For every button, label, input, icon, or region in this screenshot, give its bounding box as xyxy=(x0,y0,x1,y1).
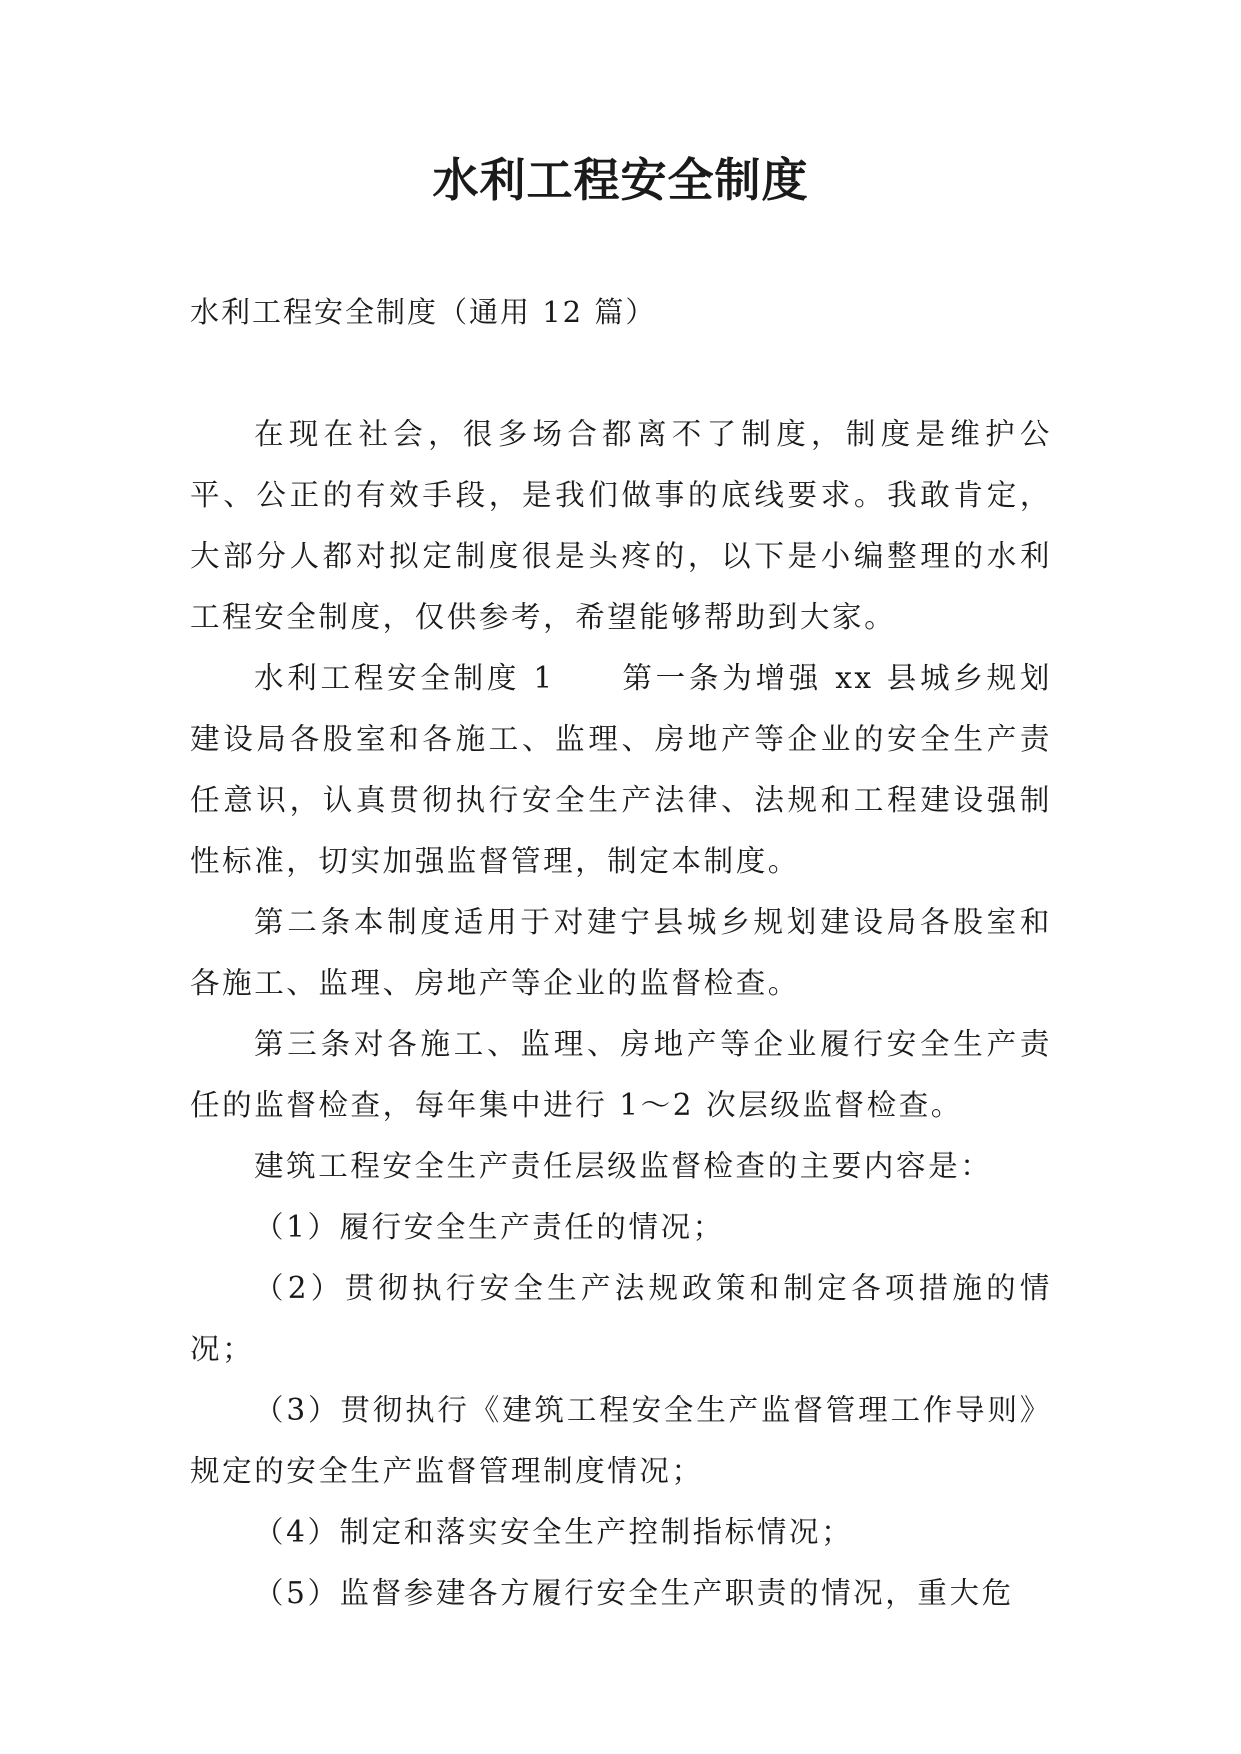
article-2-paragraph: 第二条本制度适用于对建宁县城乡规划建设局各股室和各施工、监理、房地产等企业的监督检查。 xyxy=(190,905,1052,1000)
inspection-content-heading: 建筑工程安全生产责任层级监督检查的主要内容是： xyxy=(254,1149,993,1183)
list-item-5: （5）监督参建各方履行安全生产职责的情况，重大危 xyxy=(254,1576,1014,1610)
list-item-1: （1）履行安全生产责任的情况； xyxy=(254,1210,725,1244)
document-body xyxy=(190,404,1052,1624)
article-1-paragraph: 水利工程安全制度 1 第一条为增强 xx 县城乡规划建设局各股室和各施工、监理、房地产等企业的安全生产责任意识，认真贯彻执行安全生产法律、法规和工程建设强制性标准，切实加强监督管理，制定本制度。 xyxy=(190,661,1052,878)
intro-paragraph: 在现在社会，很多场合都离不了制度，制度是维护公平、公正的有效手段，是我们做事的底线要求。我敢肯定，大部分人都对拟定制度很是头疼的，以下是小编整理的水利工程安全制度，仅供参考，希望能够帮助到大家。 xyxy=(190,417,1052,634)
list-item-4: （4）制定和落实安全生产控制指标情况； xyxy=(254,1515,854,1549)
list-item-2: （2）贯彻执行安全生产法规政策和制定各项措施的情况； xyxy=(190,1271,1052,1366)
list-item-3: （3）贯彻执行《建筑工程安全生产监督管理工作导则》规定的安全生产监督管理制度情况； xyxy=(190,1393,1052,1488)
document-title: 水利工程安全制度 xyxy=(432,153,809,207)
article-3-paragraph: 第三条对各施工、监理、房地产等企业履行安全生产责任的监督检查，每年集中进行 1～2 次层级监督检查。 xyxy=(190,1027,1052,1122)
document-subtitle: 水利工程安全制度（通用 12 篇） xyxy=(190,295,657,329)
